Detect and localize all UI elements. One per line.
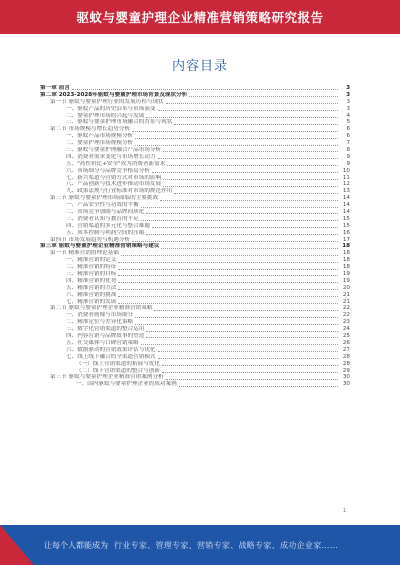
toc-entry-page: 3 xyxy=(346,91,350,98)
toc-entry-page: 3 xyxy=(346,84,350,91)
toc-leader-dots xyxy=(158,158,338,159)
toc-entry-text: 六、数据驱动的营销效果评估与优化 xyxy=(66,346,156,353)
toc-entry[interactable] xyxy=(40,92,350,99)
toc-entry-text: 四、营销渠道的多元化与整合难题 xyxy=(66,222,150,229)
toc-leader-dots xyxy=(118,275,338,276)
toc-entry-text: 一、精准营销的定义 xyxy=(66,257,117,264)
toc-entry[interactable] xyxy=(40,381,350,388)
page-number: 1 xyxy=(342,508,346,514)
table-of-contents xyxy=(40,85,350,388)
toc-entry[interactable] xyxy=(40,85,350,92)
toc-entry[interactable] xyxy=(40,250,350,257)
toc-entry-page: 25 xyxy=(342,333,350,340)
toc-entry-text: （二）线下营销渠道的整合与创新 xyxy=(76,367,160,374)
toc-entry[interactable] xyxy=(40,188,350,195)
toc-leader-dots xyxy=(166,103,338,104)
toc-entry-text: 第三节 驱蚊与婴童护理市场面临的主要挑战 xyxy=(50,195,159,202)
toc-leader-dots xyxy=(135,145,338,146)
toc-leader-dots xyxy=(152,172,338,173)
toc-leader-dots xyxy=(118,289,338,290)
toc-entry[interactable] xyxy=(40,299,350,306)
toc-entry-page: 12 xyxy=(342,181,350,188)
toc-leader-dots xyxy=(135,138,338,139)
toc-entry[interactable] xyxy=(40,354,350,361)
footer-banner xyxy=(0,525,400,565)
toc-entry-text: 三、精准营销的目标 xyxy=(66,271,117,278)
toc-entry-page: 22 xyxy=(342,312,350,319)
toc-entry-text: 第三章 驱蚊与婴童护理企业精准营销策略与建议 xyxy=(40,243,160,250)
toc-leader-dots xyxy=(179,386,338,387)
toc-entry-text: 三、驱蚊与婴童护理市场融合的背景与现状 xyxy=(66,119,173,126)
toc-leader-dots xyxy=(167,165,338,166)
toc-entry-text: 三、数字化营销渠道的整合运用 xyxy=(66,326,145,333)
toc-entry[interactable] xyxy=(40,202,350,209)
toc-entry-text: 一、产品安全性与功效的平衡 xyxy=(66,202,139,209)
toc-entry-text: 二、市场竞争加剧与品牌同质化 xyxy=(66,209,145,216)
toc-entry[interactable] xyxy=(40,361,350,368)
toc-entry[interactable] xyxy=(40,319,350,326)
toc-entry-page: 16 xyxy=(342,229,350,236)
toc-entry-text: 一、国内驱蚊与婴童护理企业的成功案例 xyxy=(76,381,177,388)
toc-entry-text: 二、婴童护理市场的兴起与发展 xyxy=(66,112,145,119)
toc-entry[interactable] xyxy=(40,113,350,120)
toc-entry-page: 19 xyxy=(342,277,350,284)
toc-entry[interactable] xyxy=(40,99,350,106)
toc-entry-text: 第二节 市场规模与增长趋势分析 xyxy=(50,126,131,133)
report-title: 驱蚊与婴童护理企业精准营销策略研究报告 xyxy=(76,10,324,25)
toc-title: 内容目录 xyxy=(171,59,228,74)
toc-leader-dots xyxy=(141,220,338,221)
toc-entry-page: 8 xyxy=(346,147,350,153)
toc-entry-text: 六、精准营销的挑战 xyxy=(66,291,117,298)
toc-entry-text: 六、市场细分与品牌竞争格局分析 xyxy=(66,167,150,174)
toc-entry-page: 27 xyxy=(342,346,350,353)
toc-entry-page: 18 xyxy=(342,250,350,257)
toc-entry-text: 一、驱蚊产品市场规模分析 xyxy=(66,133,134,140)
toc-entry-text: 七、新兴渠道与营销方式对市场的影响 xyxy=(66,174,162,181)
toc-entry[interactable] xyxy=(40,209,350,216)
toc-entry[interactable] xyxy=(40,326,350,333)
toc-leader-dots xyxy=(158,351,338,352)
toc-leader-dots xyxy=(158,110,338,111)
toc-entry-text: 八、产品创新与技术进步推动市场发展 xyxy=(66,181,162,188)
toc-entry[interactable] xyxy=(40,195,350,202)
toc-leader-dots xyxy=(72,89,338,90)
footer-roles: 行业专家、管理专家、营销专家、战略专家、成功企业家…… xyxy=(114,540,339,550)
toc-leader-dots xyxy=(146,117,338,118)
toc-entry[interactable] xyxy=(40,292,350,299)
toc-entry[interactable] xyxy=(40,175,350,182)
toc-leader-dots xyxy=(163,179,338,180)
toc-entry-page: 20 xyxy=(342,284,350,291)
toc-entry[interactable] xyxy=(40,257,350,264)
toc-leader-dots xyxy=(118,269,338,270)
toc-entry-text: 第三节 驱蚊与婴童护理企业精准营销案例分析 xyxy=(50,374,164,381)
toc-leader-dots xyxy=(158,358,338,359)
toc-entry-text: 一、驱蚊产品的历史沿革与市场演变 xyxy=(66,105,156,112)
footer-corner-decoration xyxy=(0,525,34,565)
toc-entry[interactable] xyxy=(40,368,350,375)
toc-entry-text: 第一节 驱蚊与婴童护理行业的发展历程与现状 xyxy=(50,98,164,105)
toc-entry[interactable] xyxy=(40,347,350,354)
toc-entry[interactable] xyxy=(40,168,350,175)
toc-leader-dots xyxy=(146,213,338,214)
toc-entry-page: 28 xyxy=(342,360,350,367)
toc-entry-page: 9 xyxy=(346,153,350,160)
toc-entry[interactable] xyxy=(40,312,350,319)
toc-entry-text: 五、成本控制与利润空间的压缩 xyxy=(66,229,145,236)
toc-entry-page: 18 xyxy=(342,257,350,264)
toc-entry-text: 二、精准营销的特征 xyxy=(66,264,117,271)
toc-entry-page: 11 xyxy=(342,174,350,181)
toc-entry-page: 4 xyxy=(346,112,350,119)
toc-entry-text: 二、婴童护理市场规模分析 xyxy=(66,140,134,147)
toc-entry-page: 23 xyxy=(342,319,350,326)
toc-entry-page: 6 xyxy=(346,126,350,133)
toc-entry[interactable] xyxy=(40,154,350,161)
toc-entry-page: 13 xyxy=(342,188,350,195)
toc-leader-dots xyxy=(152,227,338,228)
toc-entry-page: 3 xyxy=(346,105,350,112)
toc-entry[interactable] xyxy=(40,181,350,188)
toc-leader-dots xyxy=(118,262,338,263)
toc-entry-page: 14 xyxy=(342,202,350,209)
toc-leader-dots xyxy=(189,96,338,97)
toc-entry[interactable] xyxy=(40,126,350,133)
toc-leader-dots xyxy=(162,372,338,373)
toc-entry-text: 第四节 市场发展趋势与机遇分析 xyxy=(50,236,131,243)
toc-leader-dots xyxy=(174,193,338,194)
toc-entry-page: 30 xyxy=(342,374,350,381)
toc-entry[interactable] xyxy=(40,271,350,278)
toc-entry[interactable] xyxy=(40,306,350,313)
toc-leader-dots xyxy=(141,344,338,345)
toc-leader-dots xyxy=(146,337,338,338)
toc-leader-dots xyxy=(160,200,338,201)
toc-entry-text: 五、精准营销的方法 xyxy=(66,284,117,291)
toc-entry-page: 18 xyxy=(342,243,350,250)
toc-entry[interactable] xyxy=(40,106,350,113)
toc-entry-page: 15 xyxy=(342,215,350,222)
toc-leader-dots xyxy=(174,124,338,125)
toc-entry-text: 七、精准营销的发展 xyxy=(66,298,117,305)
toc-entry-page: 15 xyxy=(342,222,350,229)
toc-entry-text: （一）线上营销渠道的拓展与优化 xyxy=(76,360,160,367)
toc-entry-page: 9 xyxy=(346,160,350,167)
toc-entry[interactable] xyxy=(40,333,350,340)
toc-entry-text: 第一章 前言 xyxy=(40,84,70,91)
toc-leader-dots xyxy=(163,186,338,187)
toc-leader-dots xyxy=(146,234,338,235)
toc-entry-text: 四、内容营销与品牌故事的塑造 xyxy=(66,333,145,340)
toc-entry-text: 九、政策法规与行业标准对市场的规范作用 xyxy=(66,188,173,195)
toc-entry[interactable] xyxy=(40,140,350,147)
toc-entry-text: 三、驱蚊与婴童护理融合产品市场分析 xyxy=(66,147,162,153)
toc-entry-page: 3 xyxy=(346,98,350,105)
toc-entry-text: 四、精准营销的优势 xyxy=(66,277,117,284)
toc-entry-page: 7 xyxy=(346,140,350,147)
toc-entry[interactable] xyxy=(40,237,350,244)
report-header xyxy=(0,0,400,34)
toc-entry-page: 6 xyxy=(346,133,350,140)
toc-leader-dots xyxy=(132,241,338,242)
toc-leader-dots xyxy=(135,324,338,325)
footer-slogan: 让每个人都能成为 xyxy=(44,540,108,550)
toc-entry-text: 四、消费者需求变化与市场增长动力 xyxy=(66,153,156,160)
toc-entry-page: 14 xyxy=(342,195,350,202)
toc-entry[interactable] xyxy=(40,340,350,347)
toc-entry[interactable] xyxy=(40,119,350,126)
toc-entry[interactable] xyxy=(40,264,350,271)
toc-leader-dots xyxy=(146,331,338,332)
toc-entry-page: 10 xyxy=(342,167,350,174)
toc-entry-page: 5 xyxy=(346,119,350,126)
toc-entry-text: 五、社交媒体与口碑营销策略 xyxy=(66,339,139,346)
toc-entry-page: 24 xyxy=(342,326,350,333)
toc-entry-page: 14 xyxy=(342,209,350,216)
toc-entry-text: 五、"高性价比+安全"成为消费者新需求 xyxy=(66,160,166,167)
toc-leader-dots xyxy=(162,365,338,366)
toc-entry[interactable] xyxy=(40,216,350,223)
toc-entry-text: 七、线上线下融合的全渠道营销模式 xyxy=(66,353,156,360)
toc-leader-dots xyxy=(135,317,338,318)
toc-leader-dots xyxy=(118,296,338,297)
toc-entry-page: 18 xyxy=(342,264,350,271)
toc-entry[interactable] xyxy=(40,147,350,154)
toc-entry-page: 22 xyxy=(342,305,350,312)
toc-leader-dots xyxy=(154,310,338,311)
toc-leader-dots xyxy=(166,379,338,380)
toc-leader-dots xyxy=(161,248,338,249)
toc-entry[interactable] xyxy=(40,285,350,292)
toc-entry[interactable] xyxy=(40,223,350,230)
toc-entry[interactable] xyxy=(40,230,350,237)
toc-leader-dots xyxy=(118,303,338,304)
toc-entry-page: 21 xyxy=(342,298,350,305)
toc-entry[interactable] xyxy=(40,374,350,381)
toc-entry-text: 第二章 2023-2028年驱蚊与婴童护理市场背景及现状分析 xyxy=(40,91,188,98)
toc-entry-page: 21 xyxy=(342,291,350,298)
toc-entry-page: 26 xyxy=(342,339,350,346)
toc-entry-text: 二、精准定位与差异化策略 xyxy=(66,319,134,326)
toc-entry[interactable] xyxy=(40,243,350,250)
toc-entry-page: 19 xyxy=(342,271,350,278)
toc-entry-page: 30 xyxy=(342,381,350,388)
toc-entry[interactable] xyxy=(40,133,350,140)
toc-entry-text: 一、消费者画像与市场细分 xyxy=(66,312,134,319)
toc-entry[interactable] xyxy=(40,278,350,285)
toc-leader-dots xyxy=(163,151,338,152)
toc-entry[interactable] xyxy=(40,161,350,168)
toc-leader-dots xyxy=(132,131,338,132)
toc-entry-text: 三、消费者认知与教育的不足 xyxy=(66,215,139,222)
toc-leader-dots xyxy=(118,282,338,283)
toc-entry-page: 28 xyxy=(342,353,350,360)
toc-entry-text: 第一节 精准营销的理论基础 xyxy=(50,250,119,257)
toc-entry-page: 17 xyxy=(342,236,350,243)
toc-entry-page: 29 xyxy=(342,367,350,374)
toc-leader-dots xyxy=(121,255,338,256)
toc-entry-text: 第二节 驱蚊与婴童护理企业精准营销策略 xyxy=(50,305,153,312)
toc-leader-dots xyxy=(141,207,338,208)
